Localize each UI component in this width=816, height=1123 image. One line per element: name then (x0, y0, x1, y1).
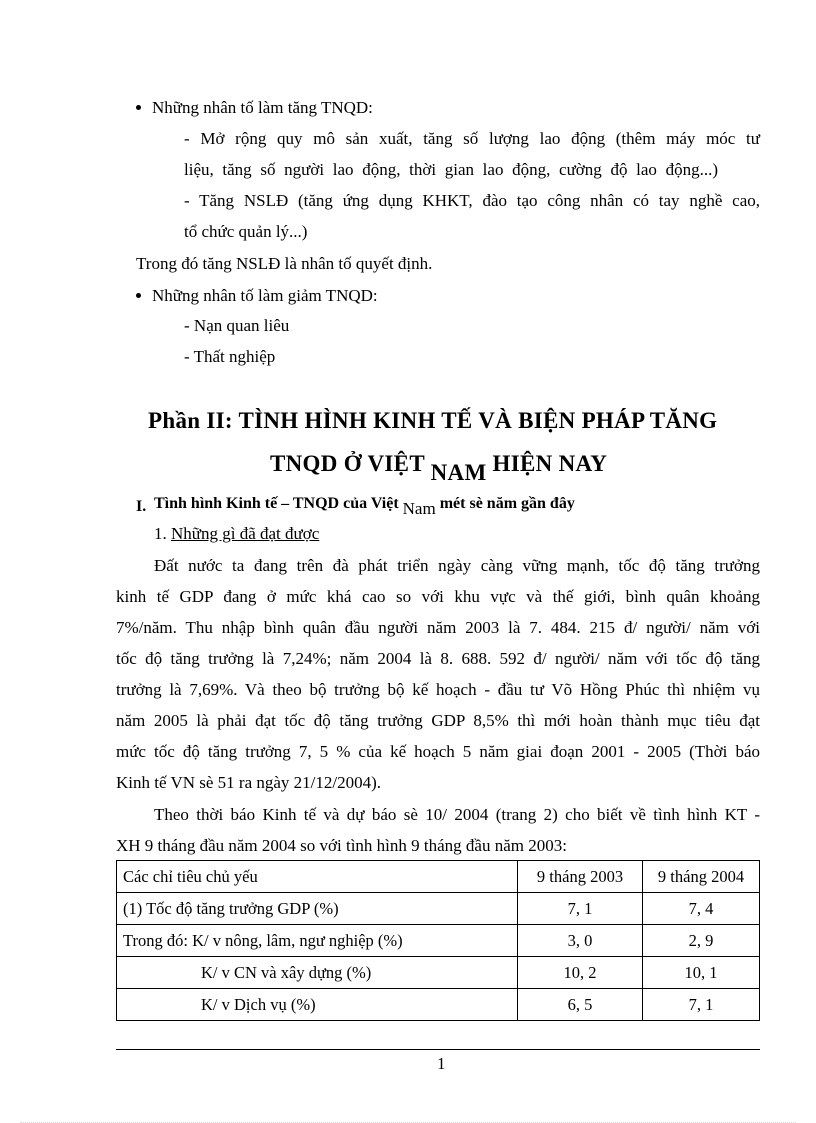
table-cell-value: 7, 1 (643, 989, 760, 1021)
table-row (117, 925, 760, 957)
table-cell-value: 2, 9 (643, 925, 760, 957)
table-row (117, 957, 760, 989)
paragraph-1-line-7: mức tốc độ tăng trưởng 7, 5 % của kế hoạch 5 năm giai đoạn 2001 - 2005 (Thời báo (116, 742, 760, 761)
table-header-cell: Các chỉ tiêu chủ yếu (117, 861, 518, 893)
section-title-c: mét sè năm gần đây (439, 495, 575, 512)
paragraph-1-line-6: năm 2005 là phải đạt tốc độ tăng trưởng GDP 8,5% thì mới hoàn thành mục tiêu đạt (116, 711, 760, 730)
table-cell-value: 6, 5 (518, 989, 643, 1021)
footer-divider (116, 1049, 760, 1050)
bullet-label-decrease: Những nhân tố làm giảm TNQD: (152, 286, 378, 305)
paragraph-2-line-1: Theo thời báo Kinh tế và dự báo sè 10/ 2004 (trang 2) cho biết về tình hình KT - (154, 805, 760, 824)
table-row (117, 989, 760, 1021)
section-number: I. (136, 498, 147, 515)
paragraph-1-line-8: Kinh tế VN sè 51 ra ngày 21/12/2004). (116, 773, 382, 792)
increase-item-1-line-2: liệu, tăng số người lao động, thời gian lao động, cường độ lao động...) (184, 160, 718, 179)
part-heading-text-nam: NAM (430, 460, 487, 485)
conclusion-text: Trong đó tăng NSLĐ là nhân tố quyết định. (136, 254, 433, 273)
paragraph-1-line-5: trưởng là 7,69%. Và theo bộ trưởng bộ kế hoạch - đầu tư Võ Hồng Phúc thì nhiệm vụ (116, 680, 760, 699)
paragraph-1-line-4: tốc độ tăng trưởng là 7,24%; năm 2004 là 8. 688. 592 đ/ người/ năm với tốc độ tăng (116, 649, 760, 668)
table-cell-value: 3, 0 (518, 925, 643, 957)
table-cell-label: Trong đó: K/ v nông, lâm, ngư nghiệp (%) (117, 925, 518, 957)
page-number: 1 (437, 1054, 446, 1073)
subsection-number: 1. (154, 524, 167, 543)
table-header-cell: 9 tháng 2003 (518, 861, 643, 893)
bullet-dot-icon (136, 105, 141, 110)
table-cell-value: 7, 1 (518, 893, 643, 925)
table-cell-label: (1) Tốc độ tăng trưởng GDP (%) (117, 893, 518, 925)
increase-item-2-line-1: - Tăng NSLĐ (tăng ứng dụng KHKT, đào tạo công nhân có tay nghề cao, (184, 191, 760, 210)
table-cell-value: 7, 4 (643, 893, 760, 925)
indicators-table (116, 860, 760, 1021)
bullet-dot-icon (136, 293, 141, 298)
paragraph-1-line-1: Đất nước ta đang trên đà phát triển ngày càng vững mạnh, tốc độ tăng trưởng (154, 556, 760, 575)
paragraph-2-line-2: XH 9 tháng đầu năm 2004 so với tình hình 9 tháng đầu năm 2003: (116, 836, 567, 855)
table-cell-value: 10, 1 (643, 957, 760, 989)
table-cell-value: 10, 2 (518, 957, 643, 989)
decrease-item-2: - Thất nghiệp (184, 347, 276, 366)
paragraph-1-line-2: kinh tế GDP đang ở mức khá cao so với khu vực và thế giới, bình quân khoảng (116, 587, 760, 606)
increase-item-2-line-2: tổ chức quản lý...) (184, 222, 308, 241)
part-heading-text-c: HIỆN NAY (492, 451, 608, 476)
section-title-nam: Nam (402, 499, 436, 518)
part-heading-text-a: TNQD Ở VIỆT (270, 451, 425, 476)
table-cell-label: K/ v CN và xây dựng (%) (117, 957, 518, 989)
table-cell-label: K/ v Dịch vụ (%) (117, 989, 518, 1021)
bullet-label-increase: Những nhân tố làm tăng TNQD: (152, 98, 373, 117)
increase-item-1-line-1: - Mở rộng quy mô sản xuất, tăng số lượng lao động (thêm máy móc tư (184, 129, 760, 148)
table-header-row (117, 861, 760, 893)
subsection-heading (154, 524, 319, 544)
section-title-a: Tình hình Kinh tế – TNQD của Việt (154, 495, 399, 512)
paragraph-1-line-3: 7%/năm. Thu nhập bình quân đầu người năm 2003 là 7. 484. 215 đ/ người/ năm với (116, 618, 760, 637)
part-heading-line-1: Phần II: TÌNH HÌNH KINH TẾ VÀ BIỆN PHÁP TĂNG (148, 408, 718, 433)
part-heading-line-2 (270, 451, 608, 485)
subsection-title: Những gì đã đạt được (171, 524, 320, 543)
table-header-cell: 9 tháng 2004 (643, 861, 760, 893)
decrease-item-1: - Nạn quan liêu (184, 316, 290, 335)
section-title (154, 493, 575, 518)
table-row (117, 893, 760, 925)
